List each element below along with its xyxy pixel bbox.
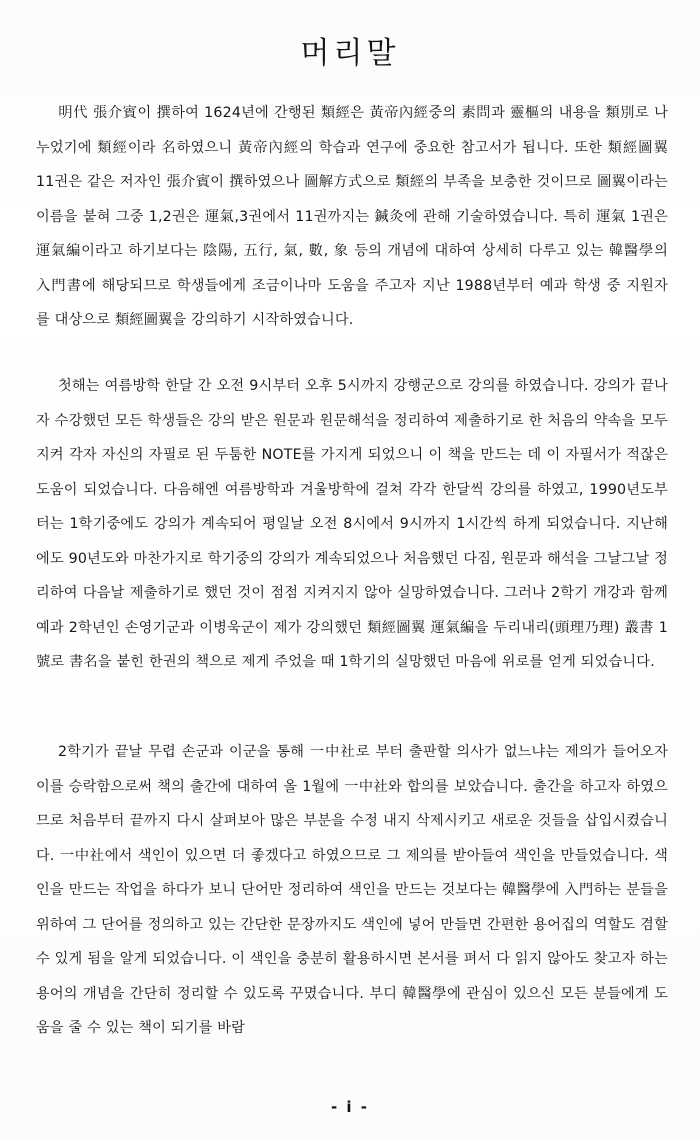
paragraph-2	[36, 369, 668, 680]
paragraph-1	[36, 96, 668, 338]
paragraph-2-text: 첫해는 여름방학 한달 간 오전 9시부터 오후 5시까지 강행군으로 강의를 하였습니다. 강의가 끝나자 수강했던 모든 학생들은 강의 받은 원문과 원문해석을 정리하여 제출하기로 한 처음의 약속을 모두 지켜 각자 자신의 자필로 된 두툼한 NOTE를 가지게 되었으니 이 책을 만드는 데 이 자필서가 적잖은 도움이 되었습니다. 다음해엔 여름방학과 겨울방학에 걸쳐 각각 한달씩 강의를 하였고, 1990년도부터는 1학기중에도 강의가 계속되어 평일날 오전 8시에서 9시까지 1시간씩 하게 되었습니다. 지난해에도 90년도와 마찬가지로 학기중의 강의가 계속되었으나 처음했던 다짐, 원문과 해석을 그날그날 정리하여 다음날 제출하기로 했던 것이 점점 지켜지지 않아 실망하였습니다. 그러나 2학기 개강과 함께 예과 2학년인 손영기군과 이병욱군이 제가 강의했던 類經圖翼 運氣編을 두리내리(頭理乃理) 叢書 1號로 書名을 붙힌 한권의 책으로 제게 주었을 때 1학기의 실망했던 마음에 위로를 얻게 되었습니다.	[36, 378, 668, 670]
paragraph-1-text: 明代 張介賓이 撰하여 1624년에 간행된 類經은 黃帝內經중의 素問과 靈樞의 내용을 類別로 나누었기에 類經이라 名하였으니 黃帝內經의 학습과 연구에 중요한 참고서가 됩니다. 또한 類經圖翼 11권은 같은 저자인 張介賓이 撰하였으나 圖解方式으로 類經의 부족을 보충한 것이므로 圖翼이라는 이름을 붙혀 그중 1,2권은 運氣,3권에서 11권까지는 鍼灸에 관해 기술하였습니다. 특히 運氣 1권은 運氣編이라고 하기보다는 陰陽, 五行, 氣, 數, 象 등의 개념에 대하여 상세히 다루고 있는 韓醫學의 入門書에 해당되므로 학생들에게 조금이나마 도움을 주고자 지난 1988년부터 예과 학생 중 지원자를 대상으로 類經圖翼을 강의하기 시작하였습니다.	[36, 105, 668, 328]
page-number: - i -	[330, 1098, 370, 1116]
paragraph-3	[36, 735, 668, 1046]
page-title: 머리말	[300, 36, 400, 71]
paragraph-3-text: 2학기가 끝날 무렵 손군과 이군을 통해 一中社로 부터 출판할 의사가 없느냐는 제의가 들어오자 이를 승락함으로써 책의 출간에 대하여 올 1월에 一中社와 합의를 보았습니다. 출간을 하고자 하였으므로 처음부터 끝까지 다시 살펴보아 많은 부분을 수정 내지 삭제시키고 새로운 것들을 삽입시켰습니다. 一中社에서 색인이 있으면 더 좋겠다고 하였으므로 그 제의를 받아들여 색인을 만들었습니다. 색인을 만드는 작업을 하다가 보니 단어만 정리하여 색인을 만드는 것보다는 韓醫學에 入門하는 분들을 위하여 그 단어를 정의하고 있는 간단한 문장까지도 색인에 넣어 만들면 간편한 용어집의 역할도 겸할 수 있게 됨을 알게 되었습니다. 이 색인을 충분히 활용하시면 본서를 펴서 다 읽지 않아도 찾고자 하는 용어의 개념을 간단히 정리할 수 있도록 꾸몄습니다. 부디 韓醫學에 관심이 있으신 모든 분들에게 도움을 줄 수 있는 책이 되기를 바람	[36, 744, 668, 1036]
